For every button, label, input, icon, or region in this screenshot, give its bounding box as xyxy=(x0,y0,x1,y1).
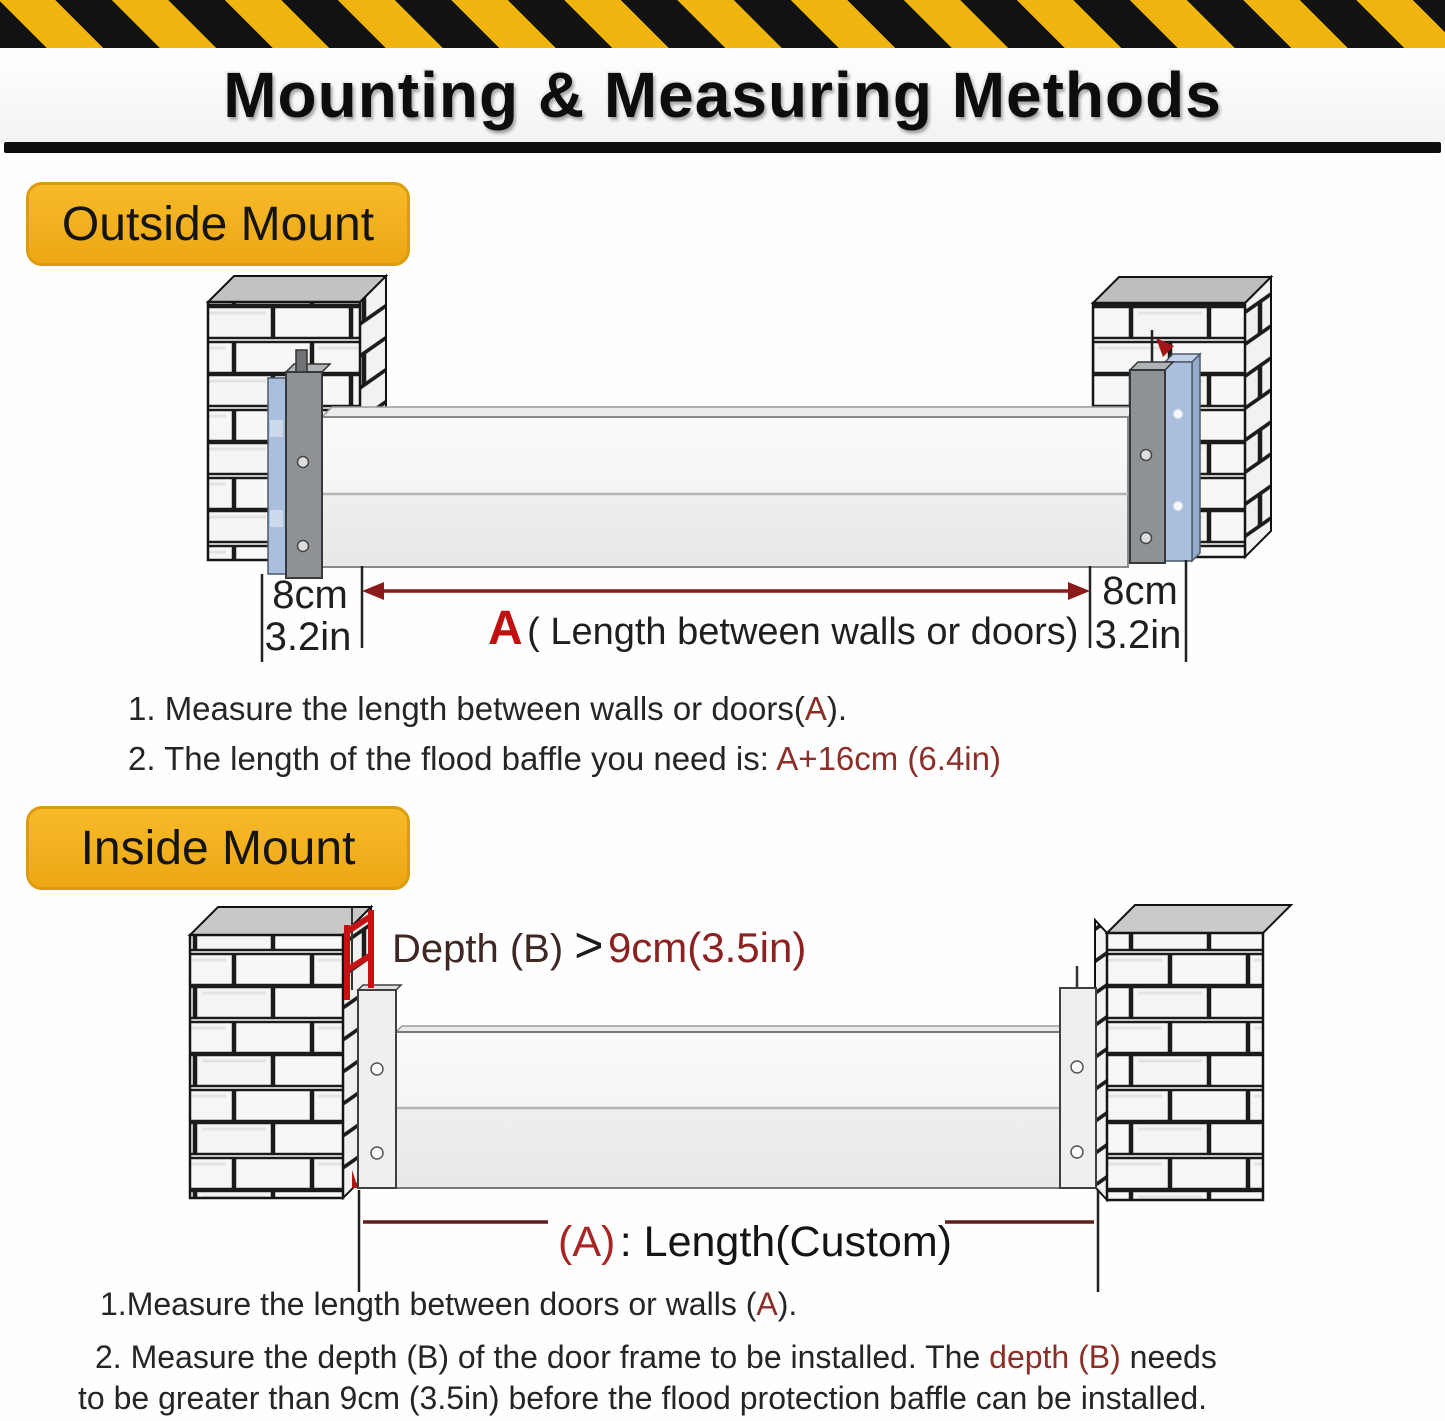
left-gap-cm-label: 8cm xyxy=(272,573,348,617)
depth-B-text: depth (B) xyxy=(989,1339,1121,1375)
page-title: Mounting & Measuring Methods xyxy=(223,59,1222,131)
outside-dimension-marks xyxy=(262,560,1186,662)
formula-text: A+16cm (6.4in) xyxy=(776,740,1001,777)
inside-instruction-3: to be greater than 9cm (3.5in) before the flood protection baffle can be installed. xyxy=(78,1380,1208,1416)
right-gap-in-label: 3.2in xyxy=(1094,613,1182,657)
left-gap-in-label: 3.2in xyxy=(264,615,352,659)
outside-instruction-2: 2. The length of the flood baffle you need is: A+16cm (6.4in) xyxy=(128,740,1001,777)
outside-left-mounting-channel xyxy=(268,350,330,578)
inside-instruction-2: 2. Measure the depth (B) of the door frame to be installed. The depth (B) needs xyxy=(95,1339,1217,1375)
length-arrow-label: A ( Length between walls or doors) xyxy=(488,602,1079,655)
hazard-stripe-banner xyxy=(0,0,1445,48)
inside-mount-diagram xyxy=(0,895,1445,1300)
right-gap-cm-label: 8cm xyxy=(1102,569,1178,613)
outside-mount-diagram xyxy=(0,262,1445,674)
inside-right-brick-wall xyxy=(1095,905,1291,1200)
variable-A: A xyxy=(804,690,827,727)
inside-mount-label-text: Inside Mount xyxy=(80,821,356,875)
inside-right-mounting-channel xyxy=(1060,966,1096,1188)
header-divider xyxy=(4,142,1441,153)
inside-left-brick-wall xyxy=(190,907,371,1198)
outside-flood-barrier xyxy=(322,407,1138,567)
title-band xyxy=(0,48,1445,142)
variable-A: A xyxy=(756,1286,778,1322)
outside-mount-label-text: Outside Mount xyxy=(61,197,375,251)
inside-mount-label xyxy=(26,806,410,890)
outside-instruction-1: 1. Measure the length between walls or doors(A). xyxy=(128,690,848,727)
depth-label: Depth (B) > 9cm(3.5in) xyxy=(392,917,807,973)
length-dimension-arrow xyxy=(362,582,1090,600)
inside-dimension-marks xyxy=(359,1190,1098,1292)
inside-instruction-1: 1.Measure the length between doors or walls (A). xyxy=(100,1286,798,1322)
outside-mount-label xyxy=(26,182,410,266)
inside-flood-barrier xyxy=(396,1026,1066,1188)
length-custom-label: (A) : Length(Custom) xyxy=(558,1218,952,1266)
outside-right-mounting-channel xyxy=(1130,330,1200,563)
